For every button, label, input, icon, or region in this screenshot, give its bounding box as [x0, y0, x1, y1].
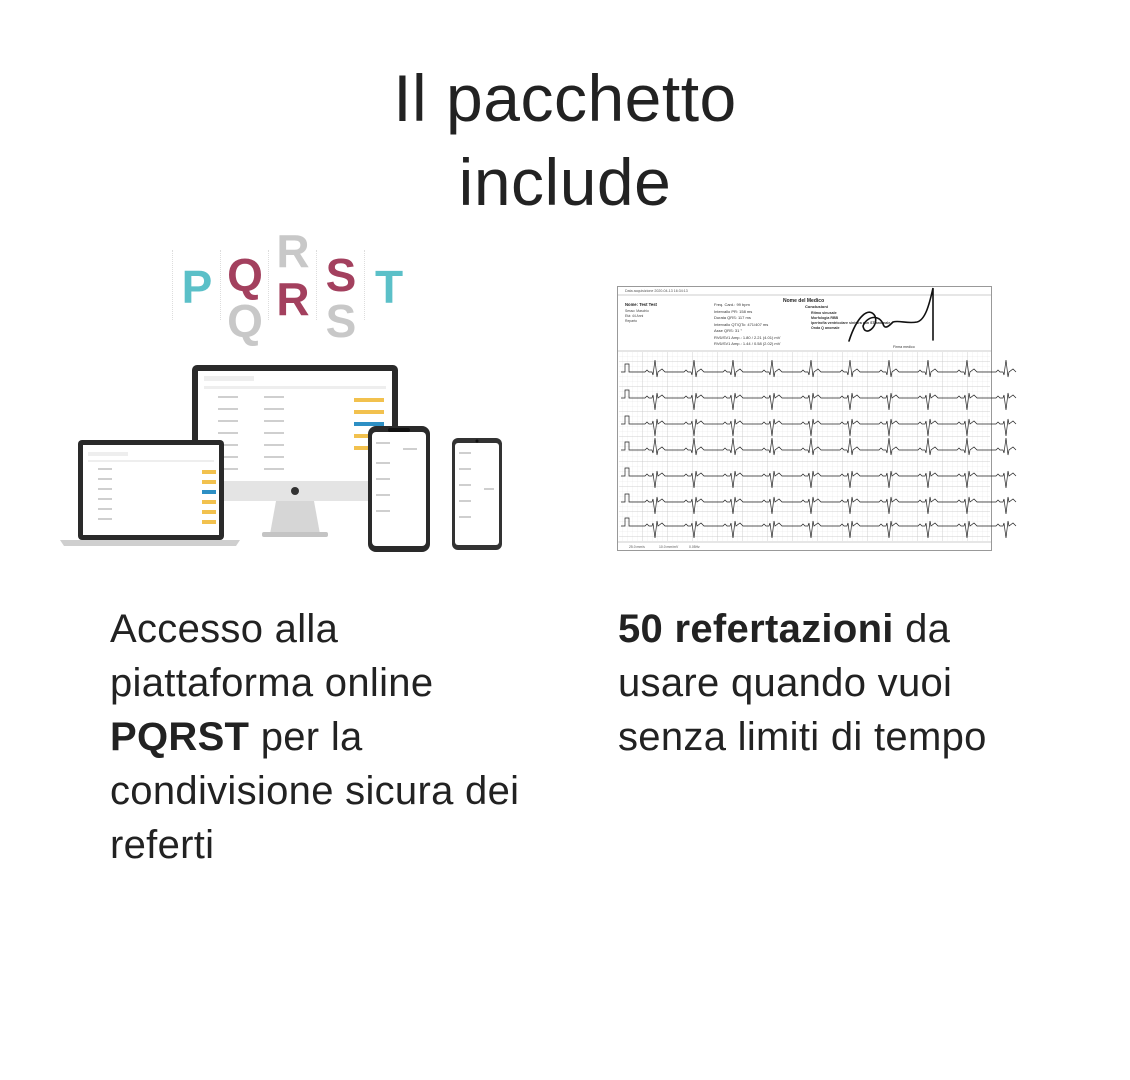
- ecg-conclusion: Morfologia RBB: [811, 316, 839, 320]
- devices-illustration: [58, 362, 518, 557]
- logo-ghost-q: Q: [227, 295, 263, 347]
- ecg-report: [617, 286, 992, 551]
- ecg-patient-line: Età: 44 Anni: [625, 314, 644, 318]
- logo-ghost-r: R: [276, 225, 310, 277]
- ecg-signature-label: Firma medico: [893, 345, 915, 349]
- pqrst-logo: [172, 225, 412, 347]
- logo-letter-s: S: [325, 249, 357, 301]
- ecg-param: Asse QRS: 31 °: [714, 328, 743, 333]
- phone-large: [368, 426, 430, 552]
- ecg-header-date: Data acquisizione 2020-04-13 16:34:13: [625, 289, 688, 293]
- ecg-footer: 25.0 mm/s: [629, 545, 645, 549]
- caption-right-text: da usare quando vuoi senza limiti di tempo: [618, 607, 987, 759]
- logo-cell-t: [364, 250, 413, 320]
- ecg-doctor-title: Nome del Medico: [783, 298, 825, 304]
- title-line-2: include: [458, 145, 672, 219]
- caption-left-bold: PQRST: [110, 715, 250, 759]
- ecg-conclusion: Ritmo sinusale: [811, 311, 837, 315]
- ecg-param: Intervallo PR: 158 ms: [714, 309, 753, 314]
- ecg-conclusion: Ipertrofia ventricolare sinistra con ST anomale: [811, 321, 891, 325]
- ecg-patient-line: Reparto: [625, 319, 638, 323]
- ecg-param: Durata QRS: 117 ms: [714, 315, 751, 320]
- caption-left-text-2: per la condivisione sicura dei referti: [110, 715, 520, 867]
- logo-cell-s: [316, 249, 365, 347]
- logo-ghost-s: S: [325, 295, 357, 347]
- laptop: [60, 440, 240, 546]
- ecg-param: RV6/SV1 Amp.: 1.80 / 2.21 (4.01) mV: [714, 335, 781, 340]
- ecg-footer: 0.05Hz: [689, 545, 700, 549]
- logo-letter-q: Q: [227, 249, 263, 301]
- logo-letter-r: R: [276, 273, 310, 325]
- ecg-patient-line: Sesso: Maschio: [625, 309, 649, 313]
- logo-letter-p: P: [181, 261, 213, 313]
- caption-platform-access: [110, 602, 530, 872]
- page-title: [0, 56, 1130, 224]
- ecg-param: Intervallo QT/QTc: 471/407 ms: [714, 322, 769, 327]
- logo-cell-p: [172, 250, 221, 320]
- ecg-param: Freq. Card.: 99 bpm: [714, 302, 750, 307]
- caption-right-bold: 50 refertazioni: [618, 607, 894, 651]
- logo-letter-t: T: [374, 261, 404, 313]
- ecg-patient-name: Nome: Test Test: [625, 302, 657, 307]
- ecg-conclusion: Onda Q anomale: [811, 326, 840, 330]
- caption-left-text-1: Accesso alla piattaforma online: [110, 607, 434, 705]
- ecg-param: RV6/SV1 Amp.: 1.44 / 0.58 (2.02) mV: [714, 341, 781, 346]
- ecg-conclusion-title: Conclusioni: [805, 304, 828, 309]
- caption-reports: [618, 602, 1038, 764]
- logo-cell-r: [268, 225, 317, 325]
- phone-small: [452, 438, 502, 550]
- title-line-1: Il pacchetto: [393, 61, 737, 135]
- logo-cell-q: [220, 249, 269, 347]
- ecg-footer: 10.0 mm/mV: [659, 545, 679, 549]
